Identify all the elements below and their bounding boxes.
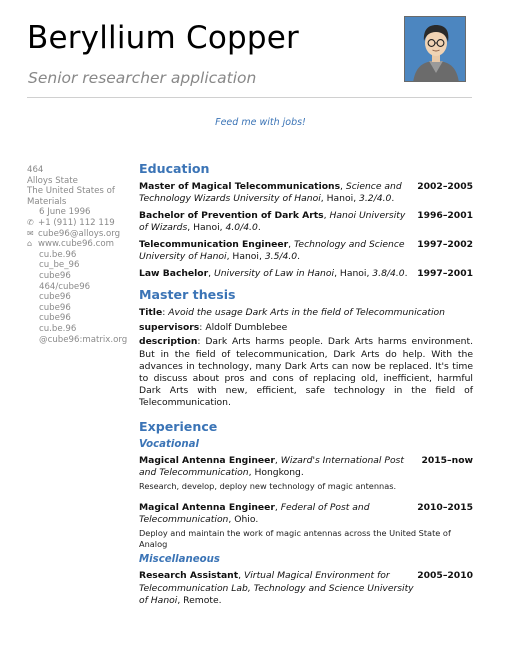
education-heading: Education — [139, 161, 210, 176]
job-org: Wizard's International Post and Telecommunication — [139, 454, 404, 478]
job-dates: 2015–now — [421, 454, 473, 466]
institution: University of Law in Hanoi — [214, 267, 335, 279]
motto-link[interactable]: Feed me with jobs! — [215, 117, 306, 128]
profile-photo — [404, 16, 466, 82]
grade: 3.2/4.0 — [359, 193, 392, 205]
thesis-heading: Master thesis — [139, 286, 236, 302]
institution: Science and Technology Wizards University of Hanoi — [139, 181, 402, 205]
phone-row[interactable] — [27, 218, 119, 229]
address-state: Alloys State — [27, 175, 78, 186]
social-link[interactable]: cube96 — [39, 302, 71, 313]
job-org: Federal of Post and Telecommunication — [139, 501, 370, 526]
degree: Bachelor of Prevention of Dark Arts — [139, 209, 324, 221]
website-icon: ⌂ — [27, 239, 33, 249]
dates: 1997–2001 — [417, 267, 473, 279]
city: Hanoi — [193, 222, 220, 234]
job-entry: Research Assistant, Virtual Magical Environment for Telecommunication Lab, Technology and Science University of Hanoi, Remote. 2005–2010 — [139, 570, 473, 606]
social-link[interactable]: cube96 — [39, 292, 71, 303]
job-entry: Magical Antenna Engineer, Wizard's International Post and Telecommunication, Hongkong. 2015–now — [139, 454, 473, 478]
education-entry: Master of Magical Telecommunications, Science and Technology Wizards University of Hanoi, Hanoi, 3.2/4.0. 2002–2005 — [139, 181, 473, 205]
education-entry: Telecommunication Engineer, Technology and Science University of Hanoi, Hanoi, 3.5/4.0. 1997–2002 — [139, 238, 473, 263]
header-divider — [27, 97, 472, 98]
job-city: Ohio — [234, 514, 256, 526]
job-note: Research, develop, deploy new technology of magic antennas. — [139, 480, 397, 491]
grade: 3.5/4.0 — [264, 251, 298, 263]
experience-heading: Experience — [139, 418, 218, 434]
thesis-description: Dark Arts harms people. Dark Arts harms environment. But in the field of telecommunication, Dark Arts do help. With the advances in technology, many Dark Arts can now be replaced. It's time to discuss about pros and cons of replacing old, inefficient, harmful Dark Arts with new, efficient, safe technology in the field of Telecommunication. — [139, 336, 473, 409]
degree: Master of Magical Telecommunications — [139, 181, 341, 192]
envelope-icon: ✉ — [27, 228, 34, 238]
thesis-block: Title: Avoid the usage Dark Arts in the field of Telecommunication supervisors: Aldolf Dumblebee description: Dark Arts harms people. Dark Arts harms environment. But in the field of telecommunication, Dark Arts do help. With the advances in technology, many Dark Arts can now be replaced. It's time to discuss about pros and cons of replacing old, inefficient, harmful Dark Arts with new, efficient, safe technology in the field of Telecommunication. — [139, 306, 473, 409]
job-role: Magical Antenna Engineer — [139, 501, 275, 513]
supervisors-label: supervisors — [139, 321, 200, 333]
institution: Hanoi University of Wizards — [139, 209, 406, 234]
dates: 1997–2002 — [417, 238, 473, 250]
address-number: 464 — [27, 165, 44, 175]
social-link[interactable]: cu.be.96 — [39, 249, 77, 260]
grade: 4.0/4.0 — [225, 222, 258, 234]
city: Hanoi — [326, 193, 354, 205]
job-dates: 2010–2015 — [417, 501, 473, 513]
main-column — [139, 161, 473, 611]
grade: 3.8/4.0 — [372, 267, 405, 279]
supervisors: Aldolf Dumblebee — [205, 321, 288, 333]
portrait-illustration-icon — [405, 17, 466, 82]
description-label: description — [139, 336, 198, 348]
institution: Technology and Science University of Hanoi — [139, 238, 405, 263]
job-city: Remote — [183, 594, 219, 606]
education-entry: Law Bachelor, University of Law in Hanoi, Hanoi, 3.8/4.0. 1997–2001 — [139, 267, 473, 279]
email-address: cube96@alloys.org — [38, 228, 121, 239]
social-link[interactable]: cube96 — [39, 270, 71, 281]
thesis-title-label: Title — [139, 306, 163, 318]
degree: Law Bachelor — [139, 267, 209, 279]
job-org: Virtual Magical Environment for Telecommunication Lab, Technology and Science University of Hanoi — [139, 570, 414, 606]
dates: 2002–2005 — [417, 181, 473, 192]
job-dates: 2005–2010 — [417, 570, 473, 582]
city: Hanoi — [232, 251, 259, 263]
job-role: Research Assistant — [139, 570, 239, 582]
education-entry: Bachelor of Prevention of Dark Arts, Hanoi University of Wizards, Hanoi, 4.0/4.0. 1996–2001 — [139, 209, 473, 234]
phone-icon: ✆ — [27, 217, 34, 227]
thesis-title: Avoid the usage Dark Arts in the field of Telecommunication — [168, 306, 445, 318]
dates: 1996–2001 — [417, 209, 473, 221]
name-heading: Beryllium Copper — [27, 20, 299, 56]
address-country: The United States of Materials — [27, 186, 115, 207]
job-title: Senior researcher application — [28, 69, 257, 87]
job-role: Magical Antenna Engineer — [139, 454, 275, 466]
social-link[interactable]: 464/cube96 — [39, 281, 91, 292]
city: Hanoi — [339, 267, 367, 279]
miscellaneous-heading: Miscellaneous — [139, 554, 220, 566]
job-entry: Magical Antenna Engineer, Federal of Post and Telecommunication, Ohio. 2010–2015 — [139, 501, 473, 526]
social-link[interactable]: cu.be.96 — [39, 323, 77, 334]
vocational-heading: Vocational — [139, 438, 200, 450]
social-link[interactable]: cu_be_96 — [39, 260, 80, 271]
email-row[interactable] — [27, 229, 119, 240]
job-city: Hongkong — [254, 466, 301, 478]
website-row[interactable] — [27, 239, 119, 250]
job-note: Deploy and maintain the work of magic antennas across the United State of Analog — [139, 528, 451, 550]
contact-sidebar — [27, 165, 128, 345]
birthdate: 6 June 1996 — [39, 207, 91, 218]
social-link[interactable]: cube96 — [39, 313, 71, 324]
phone-number: +1 (911) 112 119 — [38, 217, 115, 228]
website-url: www.cube96.com — [38, 239, 114, 250]
matrix-link[interactable]: @cube96:matrix.org — [39, 334, 128, 345]
degree: Telecommunication Engineer — [139, 238, 289, 250]
